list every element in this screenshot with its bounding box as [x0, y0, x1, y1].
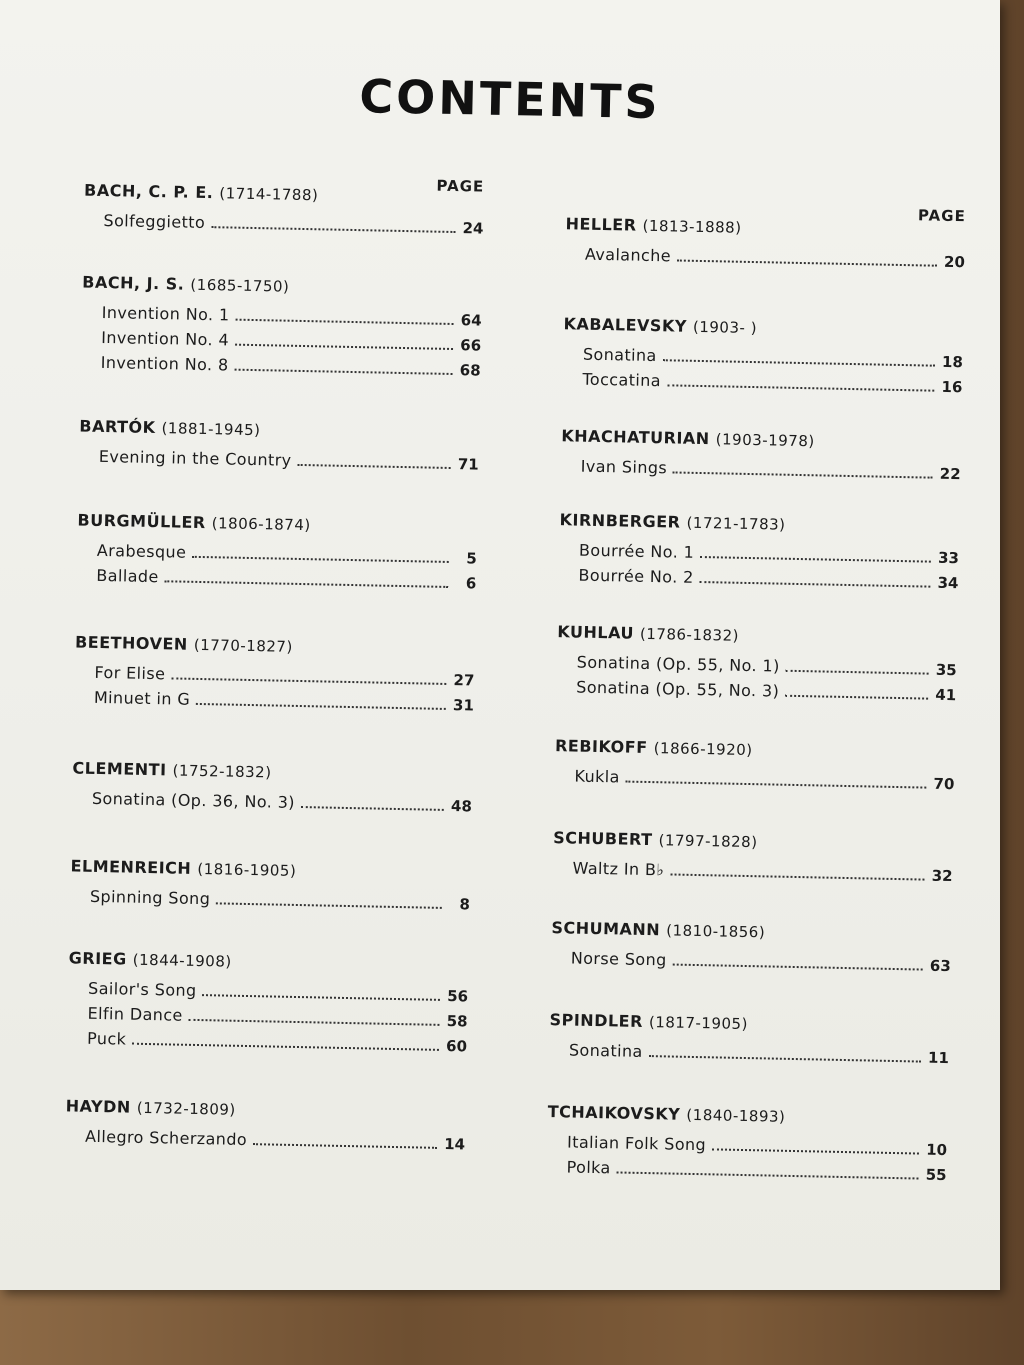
dot-leader	[235, 343, 453, 350]
composer-name: KABALEVSKY	[563, 314, 688, 336]
composer-entry	[556, 621, 957, 707]
piece-title: Allegro Scherzando	[84, 1126, 248, 1150]
piece-title: Bourrée No. 2	[578, 565, 694, 587]
piece-title: Avalanche	[584, 244, 672, 266]
page-title: CONTENTS	[358, 69, 662, 130]
page-number: 24	[462, 219, 484, 238]
dot-leader	[211, 225, 455, 233]
page-number: 71	[457, 455, 479, 474]
composer-name: REBIKOFF	[554, 736, 648, 757]
piece-title: Waltz In B♭	[572, 858, 665, 880]
composer-name: BARTÓK	[79, 416, 156, 438]
page-number: 64	[460, 311, 482, 330]
piece-title: Solfeggietto	[103, 210, 206, 233]
dot-leader	[626, 780, 927, 789]
page-column-label-right: PAGE	[917, 206, 966, 226]
dot-leader	[667, 383, 934, 391]
piece-title: Toccatina	[582, 369, 662, 391]
composer-years: (1903- )	[692, 317, 758, 338]
piece-title: Kukla	[574, 766, 621, 787]
page-number: 66	[460, 336, 482, 355]
dot-leader	[673, 470, 933, 478]
composer-entry	[65, 1095, 466, 1156]
composer-name: BEETHOVEN	[74, 632, 188, 654]
composer-years: (1806-1874)	[211, 514, 311, 535]
page-number: 68	[459, 361, 481, 380]
dot-leader	[301, 805, 444, 811]
composer-years: (1810-1856)	[666, 921, 766, 942]
dot-leader	[192, 555, 449, 563]
dot-leader	[786, 669, 929, 675]
piece-title: Sonatina (Op. 36, No. 3)	[91, 788, 296, 812]
composer-name: CLEMENTI	[72, 758, 167, 780]
dot-leader	[165, 579, 449, 588]
composer-name: TCHAIKOVSKY	[547, 1102, 681, 1124]
composer-entry	[554, 735, 955, 796]
piece-title: Polka	[566, 1157, 611, 1178]
dot-leader	[189, 1018, 440, 1026]
dot-leader	[670, 872, 924, 880]
composer-name: SCHUMANN	[551, 918, 661, 940]
page-number: 41	[935, 685, 957, 705]
piece-title: Elfin Dance	[87, 1003, 183, 1025]
composer-entry	[67, 947, 469, 1058]
composer-entry	[79, 416, 480, 477]
page-number: 16	[941, 377, 963, 397]
page-number: 58	[446, 1012, 468, 1031]
dot-leader	[235, 318, 453, 325]
composer-years: (1844-1908)	[132, 950, 232, 971]
composer-name: SCHUBERT	[553, 828, 653, 850]
dot-leader	[617, 1170, 919, 1179]
dot-leader	[785, 694, 928, 700]
piece-title: For Elise	[94, 662, 166, 684]
page-number: 18	[941, 352, 964, 372]
composer-name: KIRNBERGER	[559, 510, 681, 532]
piece-title: Sonatina (Op. 55, No. 3)	[576, 677, 780, 701]
composer-name: KHACHATURIAN	[561, 426, 710, 449]
composer-name: HAYDN	[65, 1096, 131, 1117]
piece-title: Spinning Song	[89, 886, 211, 909]
composer-years: (1685-1750)	[190, 275, 290, 296]
composer-name: BACH, J. S.	[82, 272, 185, 294]
dot-leader	[649, 1054, 921, 1062]
composer-entry	[560, 425, 961, 486]
composer-entry	[562, 313, 963, 399]
piece-title: Sonatina (Op. 55, No. 1)	[576, 652, 780, 676]
piece-title: Invention No. 4	[100, 327, 230, 350]
page-number: 31	[452, 696, 475, 715]
composer-entry	[70, 855, 471, 916]
dot-leader	[677, 258, 937, 266]
composer-entry	[83, 180, 484, 241]
composer-years: (1714-1788)	[219, 184, 319, 205]
piece-title: Norse Song	[570, 948, 667, 970]
page-number: 20	[943, 252, 966, 272]
piece-title: Sonatina	[582, 344, 657, 366]
composer-entry	[552, 827, 953, 888]
composer-years: (1797-1828)	[658, 831, 758, 852]
composer-entry	[558, 509, 959, 595]
piece-title: Ballade	[96, 565, 159, 587]
dot-leader	[171, 676, 446, 685]
composer-years: (1770-1827)	[193, 635, 293, 656]
dot-leader	[234, 368, 452, 375]
piece-title: Italian Folk Song	[566, 1132, 707, 1155]
piece-title: Invention No. 8	[100, 352, 229, 375]
composer-years: (1866-1920)	[653, 739, 753, 760]
dot-leader	[202, 993, 440, 1001]
composer-years: (1903-1978)	[715, 430, 815, 451]
page-number: 8	[459, 895, 471, 914]
dot-leader	[663, 358, 935, 366]
piece-title: Puck	[86, 1028, 127, 1049]
dot-leader	[196, 702, 446, 710]
composer-entry	[74, 631, 475, 717]
composer-entry	[72, 757, 473, 818]
composer-name: HELLER	[565, 214, 637, 235]
page-number: 27	[453, 671, 475, 690]
dot-leader	[253, 1142, 437, 1149]
composer-name: GRIEG	[68, 948, 127, 969]
composer-years: (1732-1809)	[136, 1098, 236, 1119]
composer-years: (1816-1905)	[197, 859, 297, 880]
composer-entry	[551, 917, 952, 978]
page-number: 35	[935, 660, 957, 680]
page-number: 22	[939, 464, 961, 484]
page-column-label-left: PAGE	[436, 176, 485, 196]
piece-title: Arabesque	[96, 540, 187, 562]
composer-name: KUHLAU	[557, 622, 635, 643]
right-column	[547, 199, 966, 1185]
page-number: 6	[465, 574, 477, 593]
page-number: 5	[466, 549, 478, 568]
composer-entry	[76, 510, 477, 596]
dot-leader	[673, 963, 923, 971]
composer-years: (1786-1832)	[639, 624, 740, 645]
page-number: 10	[925, 1140, 948, 1160]
dot-leader	[132, 1042, 439, 1051]
left-column	[65, 170, 485, 1154]
dot-leader	[700, 580, 931, 588]
composer-entry	[546, 1101, 947, 1187]
composer-years: (1813-1888)	[642, 216, 742, 237]
piece-title: Sonatina	[568, 1040, 643, 1061]
composer-name: BURGMÜLLER	[77, 510, 206, 533]
page-number: 48	[450, 797, 473, 816]
composer-years: (1817-1905)	[648, 1013, 749, 1034]
composer-years: (1752-1832)	[172, 761, 272, 782]
piece-title: Sailor's Song	[87, 978, 197, 1000]
piece-title: Minuet in G	[93, 687, 191, 709]
page-number: 63	[929, 956, 951, 976]
page-number: 70	[933, 774, 955, 794]
piece-title: Evening in the Country	[98, 446, 292, 470]
page-number: 56	[446, 987, 469, 1006]
dot-leader	[700, 555, 931, 563]
composer-years: (1881-1945)	[161, 419, 261, 440]
page-number: 55	[925, 1165, 947, 1185]
composer-years: (1840-1893)	[686, 1105, 786, 1126]
dot-leader	[297, 463, 450, 469]
page-number: 60	[445, 1037, 468, 1056]
composer-name: ELMENREICH	[70, 856, 192, 878]
composer-entry	[549, 1009, 950, 1070]
composer-years: (1721-1783)	[686, 513, 786, 534]
page-number: 14	[444, 1134, 466, 1154]
page-number: 11	[927, 1048, 950, 1068]
page-number: 33	[937, 548, 960, 568]
composer-name: SPINDLER	[549, 1010, 644, 1031]
piece-title: Ivan Sings	[580, 456, 668, 478]
page-number: 32	[931, 866, 953, 886]
piece-title: Invention No. 1	[101, 302, 230, 325]
page-number: 34	[937, 573, 959, 593]
piece-title: Bourrée No. 1	[578, 540, 695, 562]
composer-name: BACH, C. P. E.	[83, 180, 214, 203]
composer-entry	[80, 272, 482, 383]
dot-leader	[712, 1147, 919, 1154]
composer-entry	[565, 213, 966, 274]
dot-leader	[216, 901, 442, 909]
